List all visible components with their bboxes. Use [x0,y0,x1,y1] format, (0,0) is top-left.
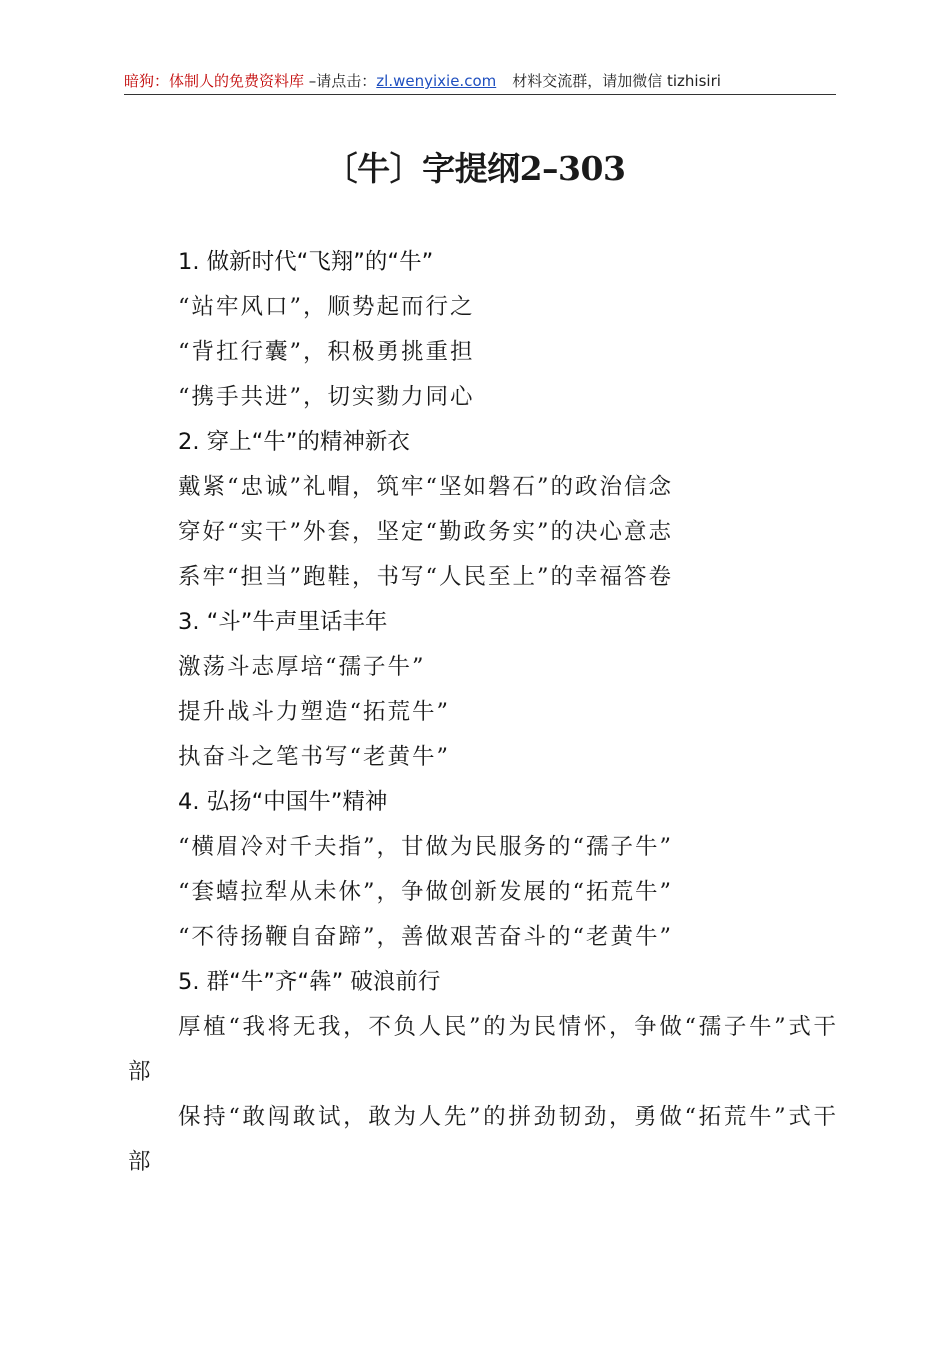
section-item: 保持“敢闯敢试，敢为人先”的拼劲韧劲，勇做“拓荒牛”式干部 [128,1104,838,1175]
section-heading: 1. 做新时代“飞翔”的“牛” [178,249,434,275]
outline [128,240,838,1185]
header-note: 材料交流群，请加微信 tizhisiri [512,72,721,90]
section-item: “携手共进”，切实勠力同心 [178,384,475,410]
section-item: “站牢风口”，顺势起而行之 [178,294,475,320]
section-heading: 5. 群“牛”齐“犇” 破浪前行 [178,969,441,995]
header-brand: 暗狗：体制人的免费资料库 [124,72,305,90]
section-item: 穿好“实干”外套，坚定“勤政务实”的决心意志 [178,519,674,545]
section-item: 系牢“担当”跑鞋，书写“人民至上”的幸福答卷 [178,564,674,590]
section-item: “横眉冷对千夫指”，甘做为民服务的“孺子牛” [178,834,674,860]
section-heading: 4. 弘扬“中国牛”精神 [178,789,388,815]
section-item: “不待扬鞭自奋蹄”，善做艰苦奋斗的“老黄牛” [178,924,674,950]
section-item: “套蟢拉犁从未休”，争做创新发展的“拓荒牛” [178,879,674,905]
section-2 [128,420,838,600]
header-link[interactable]: zl.wenyixie.com [376,72,497,90]
section-item: 激荡斗志厚培“孺子牛” [178,654,426,680]
section-4 [128,780,838,960]
section-1 [128,240,838,420]
document-title: 〔牛〕字提纲2–303 [324,149,626,188]
section-3 [128,600,838,780]
section-item: 提升战斗力塑造“拓荒牛” [178,699,451,725]
header-cta: –请点击： [304,72,377,90]
section-item: 厚植“我将无我，不负人民”的为民情怀，争做“孺子牛”式干部 [128,1014,838,1085]
section-item: 执奋斗之笔书写“老黄牛” [178,744,451,770]
section-item: 戴紧“忠诚”礼帽，筑牢“坚如磐石”的政治信念 [178,474,674,500]
section-heading: 3. “斗”牛声里话丰年 [178,609,388,635]
section-heading: 2. 穿上“牛”的精神新衣 [178,429,410,455]
section-item: “背扛行囊”，积极勇挑重担 [178,339,475,365]
section-5 [128,960,838,1185]
page-header [124,68,836,95]
